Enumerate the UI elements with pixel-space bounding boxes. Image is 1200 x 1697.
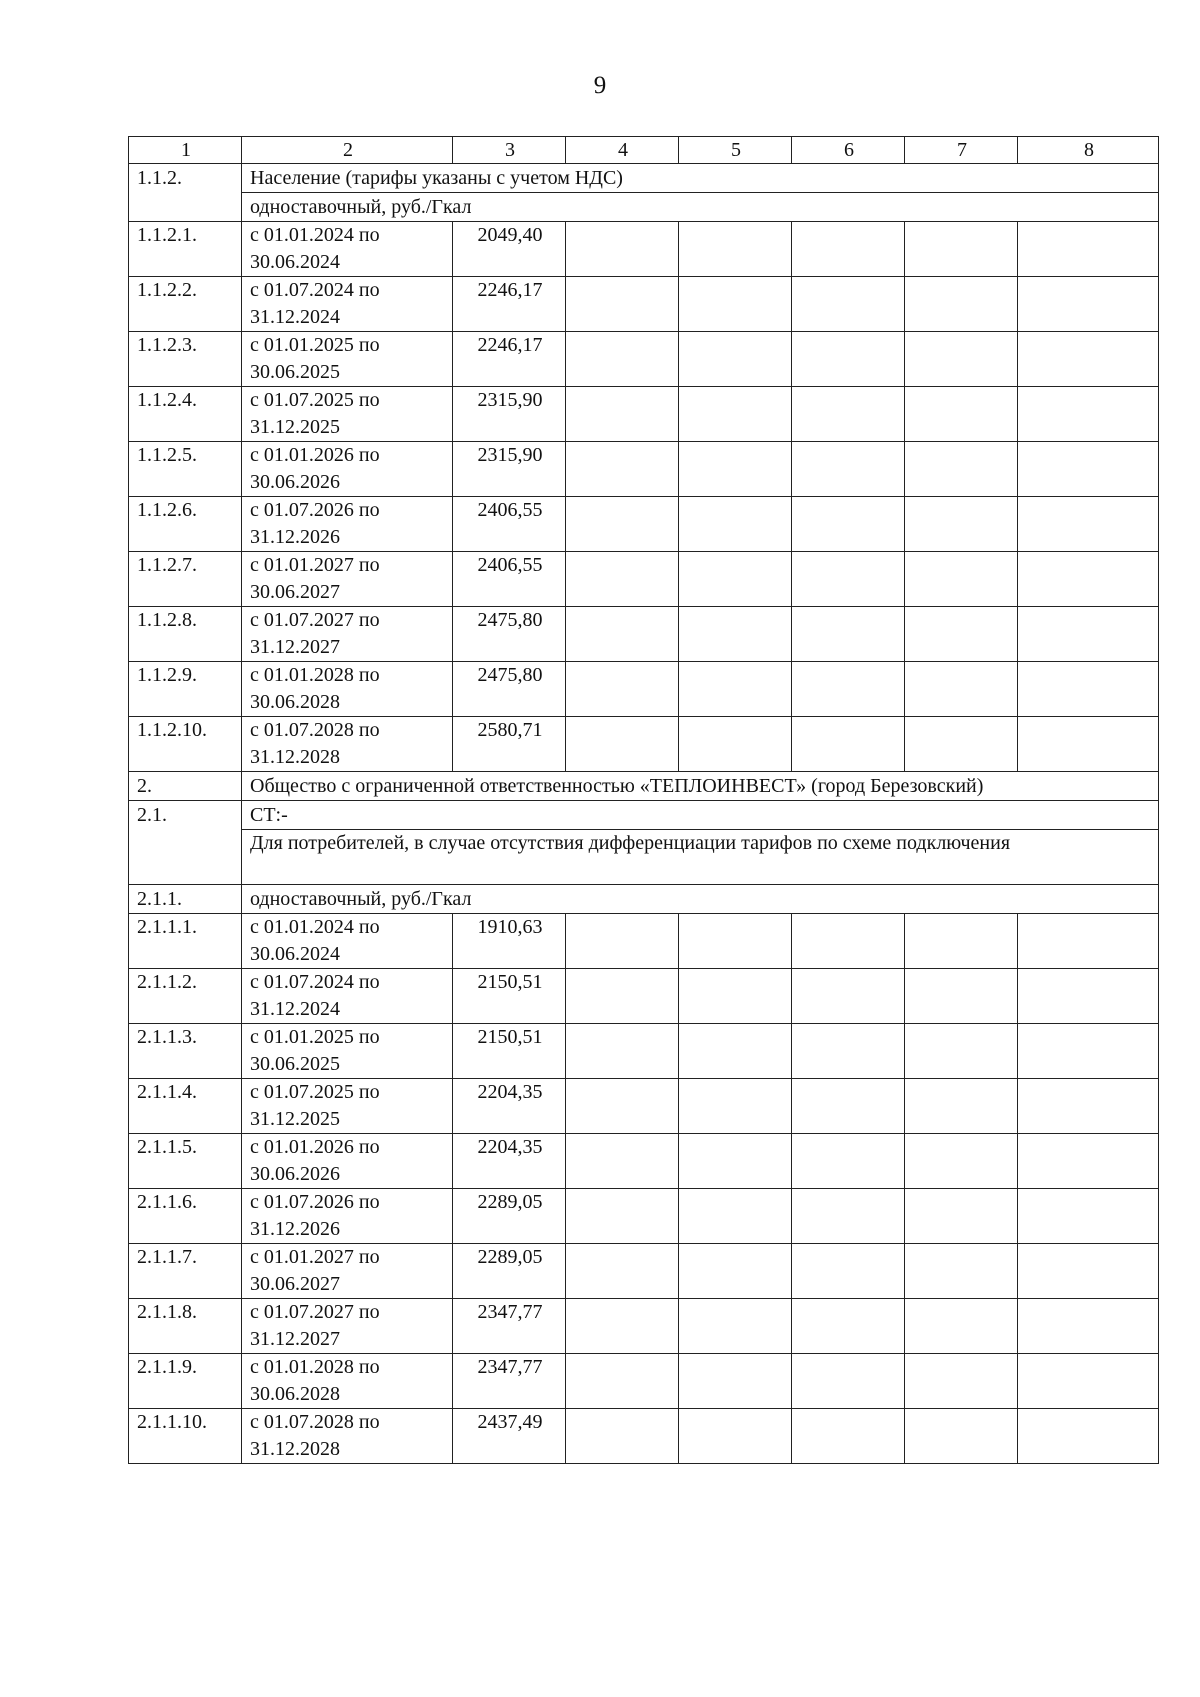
- row-code: 2.1.1.4.: [129, 1079, 242, 1134]
- tariff-period-row: [129, 607, 1159, 662]
- empty-cell: [792, 442, 905, 497]
- row-code: 1.1.2.3.: [129, 332, 242, 387]
- empty-cell: [679, 1244, 792, 1299]
- empty-cell: [679, 277, 792, 332]
- empty-cell: [792, 497, 905, 552]
- tariff-period-row: [129, 1409, 1159, 1464]
- period-end: 30.06.2027: [250, 581, 340, 603]
- period-cell: [242, 1079, 453, 1134]
- tariff-value: 2150,51: [453, 1024, 566, 1079]
- empty-cell: [905, 1079, 1018, 1134]
- empty-cell: [905, 332, 1018, 387]
- row-label: Для потребителей, в случае отсутствия дифференциации тарифов по схеме подключения: [242, 830, 1159, 885]
- empty-cell: [792, 607, 905, 662]
- empty-cell: [1018, 497, 1159, 552]
- empty-cell: [1018, 277, 1159, 332]
- empty-cell: [792, 1299, 905, 1354]
- period-start: с 01.07.2027 по: [250, 1301, 380, 1323]
- period-start: с 01.07.2026 по: [250, 499, 380, 521]
- empty-cell: [792, 662, 905, 717]
- period-start: с 01.01.2026 по: [250, 444, 380, 466]
- period-cell: [242, 1024, 453, 1079]
- empty-cell: [905, 969, 1018, 1024]
- period-start: с 01.07.2025 по: [250, 389, 380, 411]
- empty-cell: [1018, 552, 1159, 607]
- empty-cell: [566, 497, 679, 552]
- row-code: 1.1.2.8.: [129, 607, 242, 662]
- row-code: 1.1.2.4.: [129, 387, 242, 442]
- period-end: 31.12.2028: [250, 1438, 340, 1460]
- row-label: Общество с ограниченной ответственностью «ТЕПЛОИНВЕСТ» (город Березовский): [242, 772, 1159, 801]
- row-code: 2.1.1.1.: [129, 914, 242, 969]
- period-end: 30.06.2025: [250, 1053, 340, 1075]
- period-cell: [242, 1354, 453, 1409]
- empty-cell: [679, 717, 792, 772]
- column-header: 8: [1018, 137, 1159, 164]
- row-code: 2.1.1.2.: [129, 969, 242, 1024]
- empty-cell: [566, 662, 679, 717]
- period-start: с 01.07.2026 по: [250, 1191, 380, 1213]
- period-start: с 01.01.2028 по: [250, 1356, 380, 1378]
- empty-cell: [792, 1409, 905, 1464]
- period-end: 31.12.2027: [250, 1328, 340, 1350]
- column-header-row: [129, 137, 1159, 164]
- period-cell: [242, 1299, 453, 1354]
- empty-cell: [905, 1409, 1018, 1464]
- row-code: 1.1.2.10.: [129, 717, 242, 772]
- period-end: 31.12.2024: [250, 998, 340, 1020]
- row-code: 1.1.2.6.: [129, 497, 242, 552]
- period-cell: [242, 662, 453, 717]
- empty-cell: [905, 1244, 1018, 1299]
- tariff-period-row: [129, 222, 1159, 277]
- period-cell: [242, 717, 453, 772]
- column-header: 7: [905, 137, 1018, 164]
- period-cell: [242, 607, 453, 662]
- period-end: 30.06.2027: [250, 1273, 340, 1295]
- period-end: 31.12.2024: [250, 306, 340, 328]
- tariff-value: 2347,77: [453, 1299, 566, 1354]
- period-start: с 01.01.2025 по: [250, 1026, 380, 1048]
- period-cell: [242, 332, 453, 387]
- empty-cell: [566, 1189, 679, 1244]
- tariff-value: 2406,55: [453, 497, 566, 552]
- period-end: 31.12.2025: [250, 1108, 340, 1130]
- empty-cell: [566, 387, 679, 442]
- empty-cell: [1018, 607, 1159, 662]
- empty-cell: [792, 1189, 905, 1244]
- empty-cell: [566, 332, 679, 387]
- tariff-period-row: [129, 277, 1159, 332]
- empty-cell: [566, 607, 679, 662]
- empty-cell: [1018, 1244, 1159, 1299]
- tariff-period-row: [129, 1189, 1159, 1244]
- section-title: Население (тарифы указаны с учетом НДС): [242, 164, 1159, 193]
- empty-cell: [905, 607, 1018, 662]
- empty-cell: [679, 662, 792, 717]
- tariff-value: 2580,71: [453, 717, 566, 772]
- empty-cell: [1018, 332, 1159, 387]
- period-end: 30.06.2025: [250, 361, 340, 383]
- empty-cell: [679, 1079, 792, 1134]
- tariff-value: 2437,49: [453, 1409, 566, 1464]
- empty-cell: [905, 442, 1018, 497]
- empty-cell: [792, 1354, 905, 1409]
- row-code: 2.1.1.10.: [129, 1409, 242, 1464]
- empty-cell: [792, 277, 905, 332]
- row-code: 2.1.1.7.: [129, 1244, 242, 1299]
- empty-cell: [566, 222, 679, 277]
- empty-cell: [566, 717, 679, 772]
- empty-cell: [679, 607, 792, 662]
- empty-cell: [679, 222, 792, 277]
- empty-cell: [905, 717, 1018, 772]
- row-code: 2.1.1.6.: [129, 1189, 242, 1244]
- tariff-period-row: [129, 1024, 1159, 1079]
- rate-type-label: одноставочный, руб./Гкал: [242, 193, 1159, 222]
- column-header: 3: [453, 137, 566, 164]
- empty-cell: [905, 1134, 1018, 1189]
- empty-cell: [1018, 1079, 1159, 1134]
- empty-cell: [905, 552, 1018, 607]
- empty-cell: [1018, 222, 1159, 277]
- row-code: 2.: [129, 772, 242, 801]
- tariff-period-row: [129, 442, 1159, 497]
- empty-cell: [1018, 1189, 1159, 1244]
- empty-cell: [792, 1134, 905, 1189]
- row-code: 2.1.1.3.: [129, 1024, 242, 1079]
- period-end: 30.06.2024: [250, 251, 340, 273]
- column-header: 6: [792, 137, 905, 164]
- tariff-value: 2289,05: [453, 1244, 566, 1299]
- section-row: [129, 772, 1159, 801]
- empty-cell: [566, 1409, 679, 1464]
- tariff-value: 2315,90: [453, 387, 566, 442]
- empty-cell: [1018, 914, 1159, 969]
- section-row: [129, 164, 1159, 193]
- row-label: одноставочный, руб./Гкал: [242, 885, 1159, 914]
- empty-cell: [679, 387, 792, 442]
- empty-cell: [679, 442, 792, 497]
- period-end: 31.12.2028: [250, 746, 340, 768]
- tariff-period-row: [129, 1244, 1159, 1299]
- period-end: 31.12.2026: [250, 1218, 340, 1240]
- row-code: 2.1.: [129, 801, 242, 885]
- tariff-table-body: [129, 137, 1159, 1464]
- period-end: 30.06.2026: [250, 471, 340, 493]
- empty-cell: [566, 1134, 679, 1189]
- period-start: с 01.07.2025 по: [250, 1081, 380, 1103]
- empty-cell: [1018, 969, 1159, 1024]
- empty-cell: [679, 1409, 792, 1464]
- period-cell: [242, 914, 453, 969]
- period-end: 31.12.2026: [250, 526, 340, 548]
- row-code: 2.1.1.: [129, 885, 242, 914]
- column-header: 2: [242, 137, 453, 164]
- tariff-period-row: [129, 387, 1159, 442]
- empty-cell: [792, 222, 905, 277]
- tariff-period-row: [129, 552, 1159, 607]
- empty-cell: [566, 1354, 679, 1409]
- period-start: с 01.01.2024 по: [250, 224, 380, 246]
- period-end: 30.06.2028: [250, 691, 340, 713]
- empty-cell: [792, 332, 905, 387]
- empty-cell: [1018, 1409, 1159, 1464]
- period-end: 31.12.2025: [250, 416, 340, 438]
- period-cell: [242, 277, 453, 332]
- tariff-value: 2475,80: [453, 607, 566, 662]
- empty-cell: [792, 387, 905, 442]
- tariff-value: 2204,35: [453, 1079, 566, 1134]
- row-code: 1.1.2.2.: [129, 277, 242, 332]
- period-start: с 01.01.2024 по: [250, 916, 380, 938]
- page-number: 9: [593, 72, 607, 99]
- tariff-period-row: [129, 1299, 1159, 1354]
- period-start: с 01.07.2027 по: [250, 609, 380, 631]
- empty-cell: [1018, 1024, 1159, 1079]
- empty-cell: [792, 717, 905, 772]
- period-start: с 01.01.2028 по: [250, 664, 380, 686]
- period-start: с 01.07.2024 по: [250, 971, 380, 993]
- empty-cell: [905, 1354, 1018, 1409]
- row-code: 2.1.1.8.: [129, 1299, 242, 1354]
- period-start: с 01.07.2028 по: [250, 719, 380, 741]
- empty-cell: [566, 969, 679, 1024]
- empty-cell: [566, 442, 679, 497]
- tariff-period-row: [129, 662, 1159, 717]
- tariff-value: 2347,77: [453, 1354, 566, 1409]
- tariff-value: 2246,17: [453, 277, 566, 332]
- period-start: с 01.01.2027 по: [250, 1246, 380, 1268]
- period-end: 30.06.2028: [250, 1383, 340, 1405]
- tariff-period-row: [129, 1079, 1159, 1134]
- empty-cell: [1018, 662, 1159, 717]
- period-cell: [242, 552, 453, 607]
- empty-cell: [905, 662, 1018, 717]
- empty-cell: [566, 1079, 679, 1134]
- empty-cell: [566, 277, 679, 332]
- empty-cell: [1018, 1299, 1159, 1354]
- empty-cell: [1018, 442, 1159, 497]
- subsection-row: [129, 801, 1159, 830]
- empty-cell: [566, 914, 679, 969]
- row-code: 1.1.2.9.: [129, 662, 242, 717]
- tariff-value: 2049,40: [453, 222, 566, 277]
- empty-cell: [679, 1134, 792, 1189]
- period-cell: [242, 497, 453, 552]
- tariff-value: 2406,55: [453, 552, 566, 607]
- empty-cell: [1018, 717, 1159, 772]
- empty-cell: [905, 914, 1018, 969]
- period-cell: [242, 1134, 453, 1189]
- consumer-note-row: [129, 830, 1159, 885]
- row-code: 2.1.1.5.: [129, 1134, 242, 1189]
- tariff-period-row: [129, 1134, 1159, 1189]
- period-cell: [242, 387, 453, 442]
- empty-cell: [792, 552, 905, 607]
- period-end: 31.12.2027: [250, 636, 340, 658]
- tariff-period-row: [129, 497, 1159, 552]
- empty-cell: [679, 552, 792, 607]
- empty-cell: [792, 969, 905, 1024]
- tariff-value: 2289,05: [453, 1189, 566, 1244]
- empty-cell: [566, 552, 679, 607]
- empty-cell: [679, 332, 792, 387]
- row-code: 1.1.2.7.: [129, 552, 242, 607]
- period-cell: [242, 222, 453, 277]
- row-code: 1.1.2.5.: [129, 442, 242, 497]
- empty-cell: [566, 1244, 679, 1299]
- period-cell: [242, 1189, 453, 1244]
- tariff-value: 2150,51: [453, 969, 566, 1024]
- empty-cell: [905, 387, 1018, 442]
- empty-cell: [566, 1024, 679, 1079]
- period-end: 30.06.2026: [250, 1163, 340, 1185]
- column-header: 1: [129, 137, 242, 164]
- period-start: с 01.07.2024 по: [250, 279, 380, 301]
- empty-cell: [905, 497, 1018, 552]
- period-cell: [242, 1409, 453, 1464]
- tariff-period-row: [129, 914, 1159, 969]
- period-cell: [242, 969, 453, 1024]
- rate-type-row: [129, 193, 1159, 222]
- column-header: 5: [679, 137, 792, 164]
- tariff-value: 1910,63: [453, 914, 566, 969]
- empty-cell: [566, 1299, 679, 1354]
- row-code: 1.1.2.1.: [129, 222, 242, 277]
- empty-cell: [679, 497, 792, 552]
- row-label: СТ:-: [242, 801, 1159, 830]
- empty-cell: [679, 914, 792, 969]
- period-start: с 01.01.2027 по: [250, 554, 380, 576]
- period-start: с 01.01.2026 по: [250, 1136, 380, 1158]
- empty-cell: [792, 1244, 905, 1299]
- tariff-period-row: [129, 332, 1159, 387]
- period-end: 30.06.2024: [250, 943, 340, 965]
- empty-cell: [1018, 387, 1159, 442]
- row-code: 2.1.1.9.: [129, 1354, 242, 1409]
- empty-cell: [905, 222, 1018, 277]
- empty-cell: [679, 1024, 792, 1079]
- tariff-value: 2475,80: [453, 662, 566, 717]
- period-start: с 01.07.2028 по: [250, 1411, 380, 1433]
- tariff-value: 2315,90: [453, 442, 566, 497]
- empty-cell: [1018, 1354, 1159, 1409]
- empty-cell: [792, 1079, 905, 1134]
- empty-cell: [905, 277, 1018, 332]
- empty-cell: [905, 1024, 1018, 1079]
- empty-cell: [679, 969, 792, 1024]
- empty-cell: [905, 1299, 1018, 1354]
- empty-cell: [905, 1189, 1018, 1244]
- empty-cell: [679, 1189, 792, 1244]
- tariff-value: 2204,35: [453, 1134, 566, 1189]
- empty-cell: [792, 914, 905, 969]
- period-start: с 01.01.2025 по: [250, 334, 380, 356]
- empty-cell: [1018, 1134, 1159, 1189]
- rate-type-row: [129, 885, 1159, 914]
- tariff-period-row: [129, 969, 1159, 1024]
- tariff-period-row: [129, 1354, 1159, 1409]
- period-cell: [242, 442, 453, 497]
- empty-cell: [792, 1024, 905, 1079]
- empty-cell: [679, 1354, 792, 1409]
- tariff-value: 2246,17: [453, 332, 566, 387]
- tariff-table: [128, 136, 1159, 1464]
- column-header: 4: [566, 137, 679, 164]
- period-cell: [242, 1244, 453, 1299]
- tariff-period-row: [129, 717, 1159, 772]
- empty-cell: [679, 1299, 792, 1354]
- section-code: 1.1.2.: [129, 164, 242, 222]
